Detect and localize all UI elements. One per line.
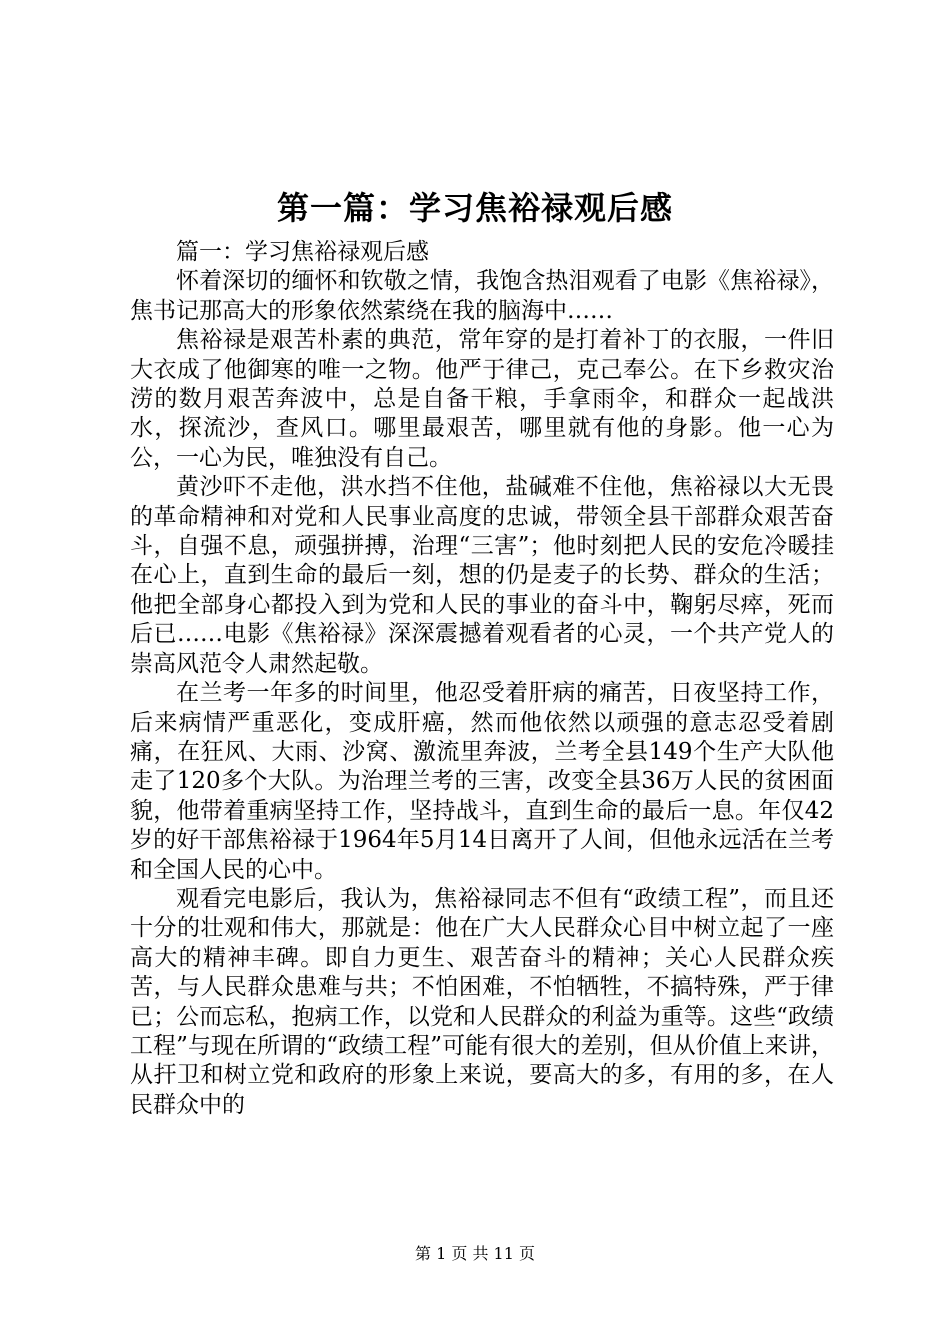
paragraph: 怀着深切的缅怀和钦敬之情，我饱含热泪观看了电影《焦裕禄》，焦书记那高大的形象依然萦绕在我的脑海中……	[130, 268, 834, 324]
page-title: 第一篇：学习焦裕禄观后感	[276, 189, 673, 227]
document-body	[130, 238, 834, 1120]
paragraph: 焦裕禄是艰苦朴素的典范，常年穿的是打着补丁的衣服，一件旧大衣成了他御寒的唯一之物。他严于律己，克己奉公。在下乡救灾治涝的数月艰苦奔波中，总是自备干粮，手拿雨伞，和群众一起战洪水，探流沙，查风口。哪里最艰苦，哪里就有他的身影。他一心为公，一心为民，唯独没有自己。	[130, 327, 834, 471]
paragraph: 在兰考一年多的时间里，他忍受着肝病的痛苦，日夜坚持工作，后来病情严重恶化，变成肝癌，然而他依然以顽强的意志忍受着剧痛，在狂风、大雨、沙窝、激流里奔波，兰考全县149个生产大队他走了120多个大队。为治理兰考的三害，改变全县36万人民的贫困面貌，他带着重病坚持工作，坚持战斗，直到生命的最后一息。年仅42岁的好干部焦裕禄于1964年5月14日离开了人间，但他永远活在兰考和全国人民的心中。	[130, 680, 834, 883]
paragraph: 黄沙吓不走他，洪水挡不住他，盐碱难不住他，焦裕禄以大无畏的革命精神和对党和人民事业高度的忠诚，带领全县干部群众艰苦奋斗，自强不息，顽强拼搏，治理“三害”；他时刻把人民的安危冷暖挂在心上，直到生命的最后一刻，想的仍是麦子的长势、群众的生活；他把全部身心都投入到为党和人民的事业的奋斗中，鞠躬尽瘁，死而后已……电影《焦裕禄》深深震撼着观看者的心灵，一个共产党人的崇高风范令人肃然起敬。	[130, 474, 834, 677]
paragraph-heading: 篇一：学习焦裕禄观后感	[176, 239, 429, 265]
page-footer: 第 1 页 共 11 页	[415, 1244, 535, 1263]
paragraph: 观看完电影后，我认为，焦裕禄同志不但有“政绩工程”，而且还十分的壮观和伟大，那就是：他在广大人民群众心目中树立起了一座高大的精神丰碑。即自力更生、艰苦奋斗的精神；关心人民群众疾苦，与人民群众患难与共；不怕困难，不怕牺牲，不搞特殊，严于律已；公而忘私，抱病工作，以党和人民群众的利益为重等。这些“政绩工程”与现在所谓的“政绩工程”可能有很大的差别，但从价值上来讲，从扞卫和树立党和政府的形象上来说，要高大的多，有用的多，在人民群众中的	[130, 885, 834, 1118]
